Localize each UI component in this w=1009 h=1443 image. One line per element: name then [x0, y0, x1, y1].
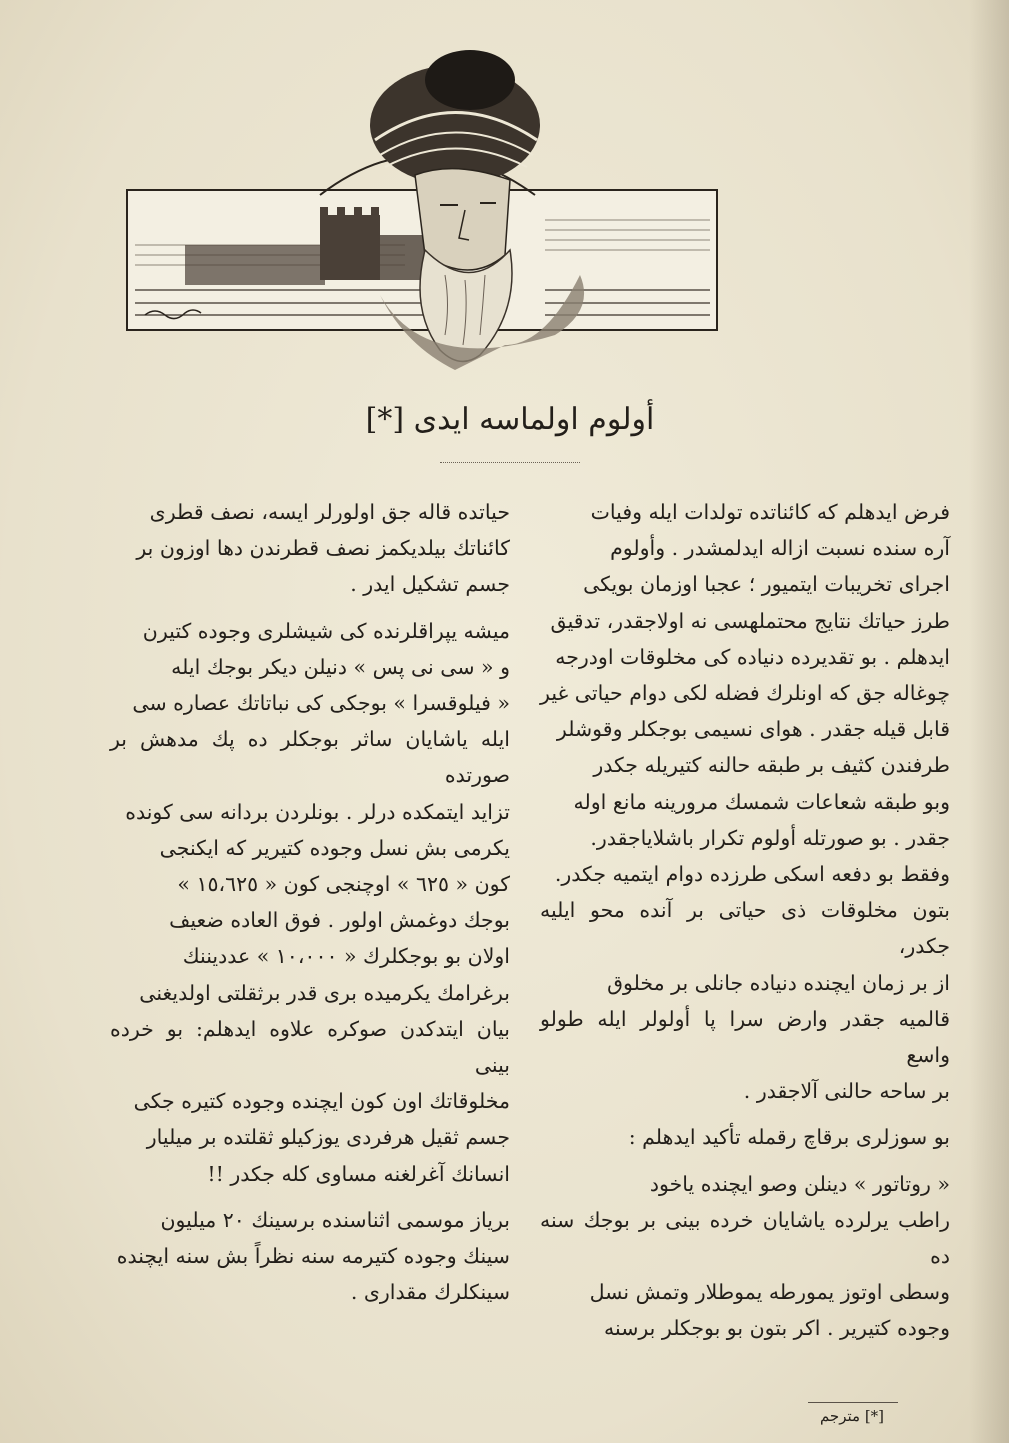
- text-line: قالميه جقدر وارض سرا پا أولولر ايله طولو واسع: [540, 1006, 950, 1068]
- text-line: اجراى تخريبات ايتميور ؛ عجبا اوزمان بويكى: [583, 572, 950, 597]
- text-line: كون « ٦٢٥ » اوچنجى كون « ١٥،٦٢٥ »: [177, 872, 510, 897]
- article-title: أولوم اولماسه ايدى [*]: [365, 402, 655, 437]
- paragraph: [110, 1202, 510, 1311]
- text-line: يكرمى بش نسل وجوده كتيرير كه ايكنجى: [159, 835, 510, 860]
- text-line: بر ساحه حالنى آلاجقدر .: [743, 1079, 950, 1104]
- left-text-column: [110, 494, 510, 1320]
- footnote: [*] مترجم: [819, 1407, 885, 1425]
- text-line: « روتاتور » دينلن وصو ايچنده ياخود: [649, 1171, 950, 1196]
- paragraph: [110, 613, 510, 1192]
- text-line: حياتده قاله جق اولورلر ايسه، نصف قطرى: [149, 500, 510, 524]
- right-text-column: [540, 494, 950, 1357]
- text-line: وفقط بو دفعه اسكى طرزده دوام ايتميه جكدر.: [554, 862, 950, 887]
- text-line: ايله ياشايان ساثر بوجكلر ده پك مدهش بر صورتده: [110, 727, 510, 788]
- text-line: بو سوزلرى برقاچ رقمله تأكيد ايدهلم :: [628, 1125, 950, 1150]
- text-line: از بر زمان ايچنده دنياده جانلى بر مخلوق: [607, 970, 950, 995]
- text-line: سينكلرك مقدارى .: [350, 1280, 510, 1305]
- text-line: و « سى نى پس » دنيلن ديكر بوجك ايله: [171, 654, 510, 679]
- paragraph: [540, 1119, 950, 1155]
- text-line: تزايد ايتمكده درلر . بونلردن بردانه سى كونده: [125, 799, 510, 824]
- text-line: وجوده كتيرير . اكر بتون بو بوجكلر برسنه: [604, 1316, 950, 1341]
- page-edge-shadow: [969, 0, 1009, 1443]
- text-line: آره سنده نسبت ازاله ايدلمشدر . وأولوم: [610, 536, 950, 561]
- text-line: ميشه يپراقلرنده كى شيشلرى وجوده كتيرن: [142, 618, 510, 643]
- text-line: وبو طبقه شعاعات شمسك مرورينه مانع اوله: [573, 789, 950, 814]
- text-line: برغرامك يكرميده برى قدر برثقلتى اولديغنى: [139, 980, 510, 1005]
- text-line: طرز حياتك نتايج محتملهسى نه اولاجقدر، تدقيق: [550, 608, 950, 633]
- text-line: انسانك آغرلغنه مساوى كله جكدر !!: [207, 1161, 510, 1186]
- text-line: طرفندن كثيف بر طبقه حالنه كتيريله جكدر: [593, 753, 950, 778]
- paragraph: [110, 494, 510, 603]
- text-line: جسم تشكيل ايدر .: [350, 572, 510, 597]
- text-line: بتون مخلوقات ذى حياتى بر آنده محو ايليه جكدر،: [540, 898, 950, 959]
- paragraph: [540, 1166, 950, 1347]
- text-line: « فيلوقسرا » بوجكى كى نباتاتك عصاره سى: [132, 691, 510, 716]
- text-line: بيان ايتدكدن صوكره علاوه ايدهلم: بو خرده بينى: [110, 1016, 510, 1078]
- text-line: سينك وجوده كتيرمه سنه نظراً بش سنه ايچنده: [116, 1244, 510, 1269]
- text-line: راطب يرلرده ياشايان خرده بينى بر بوجك سنه ده: [540, 1207, 950, 1269]
- paragraph: [540, 494, 950, 1109]
- text-line: بوجك دوغمش اولور . فوق العاده ضعيف: [169, 908, 510, 933]
- text-line: قابل قيله جقدر . هواى نسيمى بوجكلر وقوشلر: [556, 717, 950, 742]
- footnote-rule: [808, 1402, 898, 1403]
- text-line: چوغاله جق كه اونلرك فضله لكى دوام حياتى غير: [540, 681, 950, 706]
- text-line: ايدهلم . بو تقديرده دنياده كى مخلوقات اودرجه: [555, 644, 950, 669]
- text-line: اولان بو بوجكلرك « ١٠،٠٠٠ » عدديننك: [182, 944, 510, 969]
- text-line: فرض ايدهلم كه كائناتده تولدات ايله وفيات: [590, 500, 950, 524]
- text-line: وسطى اوتوز يمورطه يموطلار وتمش نسل: [589, 1280, 950, 1305]
- text-line: جسم ثقيل هرفردى يوزكيلو ثقلتده بر ميليار: [146, 1125, 510, 1150]
- text-line: برياز موسمى اثناسنده برسينك ٢٠ ميليون: [160, 1207, 510, 1232]
- text-line: مخلوقاتك اون كون ايچنده وجوده كتيره جكى: [133, 1089, 510, 1114]
- text-line: جقدر . بو صورتله أولوم تكرار باشلاياجقدر.: [590, 825, 950, 850]
- text-line: كائناتك بيلديكمز نصف قطرندن دها اوزون بر: [136, 536, 510, 561]
- title-divider: [440, 462, 580, 463]
- portrait-illustration: [125, 45, 725, 380]
